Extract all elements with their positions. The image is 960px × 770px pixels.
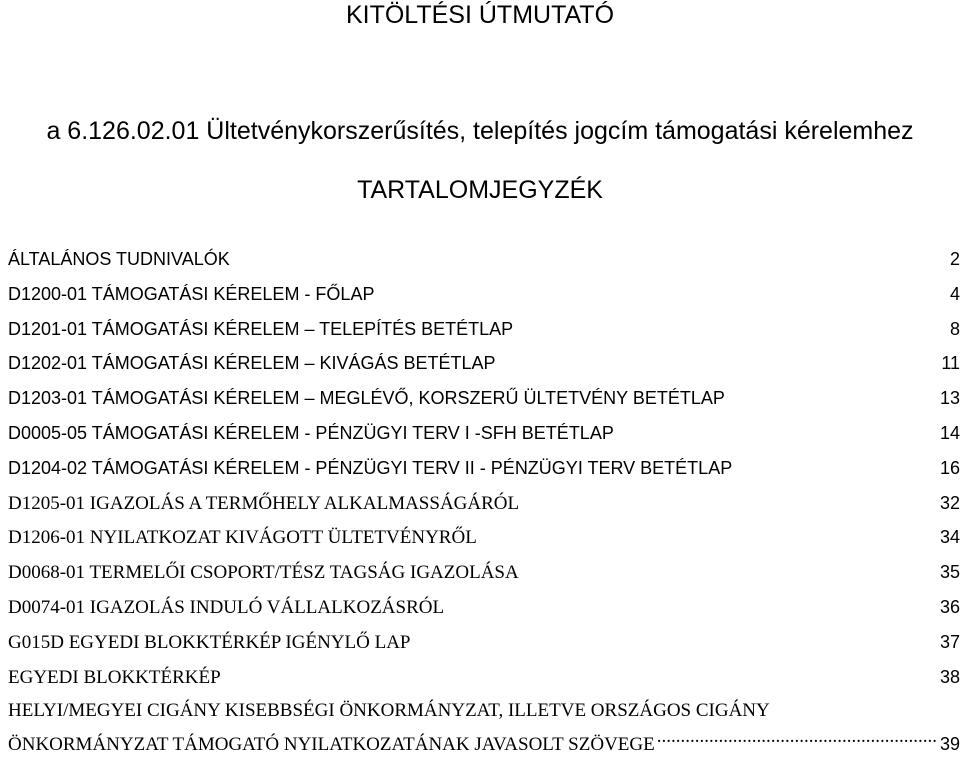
- toc-entry-label-line2[interactable]: ÖNKORMÁNYZAT TÁMOGATÓ NYILATKOZATÁNAK JAVASOLT SZÖVEGE: [8, 734, 655, 756]
- toc-entry-cigany-onkormanyzat[interactable]: [8, 698, 960, 758]
- toc-entry-g015d[interactable]: [8, 625, 960, 660]
- toc-entry-page: 34: [939, 527, 960, 548]
- toc-entry-label[interactable]: D1204-02 TÁMOGATÁSI KÉRELEM - PÉNZÜGYI TERV II - PÉNZÜGYI TERV BETÉTLAP: [8, 457, 733, 478]
- toc-entry-page: 16: [939, 457, 960, 478]
- page-title: KITÖLTÉSI ÚTMUTATÓ: [345, 1, 615, 29]
- toc-entry-label[interactable]: D1203-01 TÁMOGATÁSI KÉRELEM – MEGLÉVŐ, KORSZERŰ ÜLTETVÉNY BETÉTLAP: [8, 388, 725, 409]
- toc-entry-label[interactable]: D0005-05 TÁMOGATÁSI KÉRELEM - PÉNZÜGYI TERV I -SFH BETÉTLAP: [8, 422, 614, 443]
- toc-entry-d1203[interactable]: [8, 381, 960, 416]
- toc-entry-d0005[interactable]: [8, 416, 960, 451]
- toc-entry-label[interactable]: D1202-01 TÁMOGATÁSI KÉRELEM – KIVÁGÁS BETÉTLAP: [8, 353, 496, 374]
- toc-entry-page: 36: [939, 596, 960, 617]
- toc-entry-page: 37: [939, 631, 960, 652]
- toc-entry-label[interactable]: EGYEDI BLOKKTÉRKÉP: [8, 666, 221, 688]
- toc-entry-page: 35: [939, 562, 960, 583]
- page-subtitle: a 6.126.02.01 Ültetvénykorszerűsítés, telepítés jogcím támogatási kérelemhez: [46, 117, 914, 145]
- toc-entry-page: 8: [949, 318, 960, 339]
- toc-entry-d0068[interactable]: [8, 555, 960, 590]
- toc-entry-label-line1[interactable]: HELYI/MEGYEI CIGÁNY KISEBBSÉGI ÖNKORMÁNYZAT, ILLETVE ORSZÁGOS CIGÁNY: [8, 700, 770, 722]
- toc-entry-d1206[interactable]: [8, 520, 960, 555]
- toc-heading: TARTALOMJEGYZÉK: [357, 176, 603, 204]
- toc-entry-label[interactable]: G015D EGYEDI BLOKKTÉRKÉP IGÉNYLŐ LAP: [8, 631, 411, 653]
- toc-entry-label[interactable]: ÁLTALÁNOS TUDNIVALÓK: [8, 249, 230, 269]
- table-of-contents: [8, 242, 960, 758]
- toc-entry-general-info[interactable]: [8, 242, 960, 277]
- toc-leader-dots: [657, 724, 938, 750]
- toc-entry-label[interactable]: D1205-01 IGAZOLÁS A TERMŐHELY ALKALMASSÁGÁRÓL: [8, 492, 520, 514]
- toc-entry-d1201[interactable]: [8, 312, 960, 347]
- toc-entry-d1200[interactable]: [8, 277, 960, 312]
- toc-entry-d1204[interactable]: [8, 451, 960, 486]
- toc-entry-label[interactable]: D0068-01 TERMELŐI CSOPORT/TÉSZ TAGSÁG IGAZOLÁSA: [8, 562, 519, 584]
- toc-entry-page: 13: [939, 388, 960, 409]
- toc-entry-label[interactable]: D1201-01 TÁMOGATÁSI KÉRELEM – TELEPÍTÉS BETÉTLAP: [8, 318, 514, 339]
- toc-entry-label[interactable]: D1206-01 NYILATKOZAT KIVÁGOTT ÜLTETVÉNYRŐL: [8, 527, 477, 549]
- toc-entry-label[interactable]: D1200-01 TÁMOGATÁSI KÉRELEM - FŐLAP: [8, 283, 375, 304]
- toc-entry-page: 11: [941, 353, 960, 374]
- toc-entry-d1205[interactable]: [8, 486, 960, 521]
- toc-entry-blokkterkep[interactable]: [8, 660, 960, 695]
- toc-entry-page: 2: [949, 249, 960, 269]
- toc-entry-page: 4: [949, 283, 960, 304]
- toc-entry-d1202[interactable]: [8, 346, 960, 381]
- toc-entry-page: 14: [939, 422, 960, 443]
- toc-entry-page: 32: [939, 492, 960, 513]
- toc-entry-page: 39: [939, 734, 960, 755]
- toc-entry-d0074[interactable]: [8, 590, 960, 625]
- toc-entry-page: 38: [939, 666, 960, 687]
- toc-entry-label[interactable]: D0074-01 IGAZOLÁS INDULÓ VÁLLALKOZÁSRÓL: [8, 596, 445, 618]
